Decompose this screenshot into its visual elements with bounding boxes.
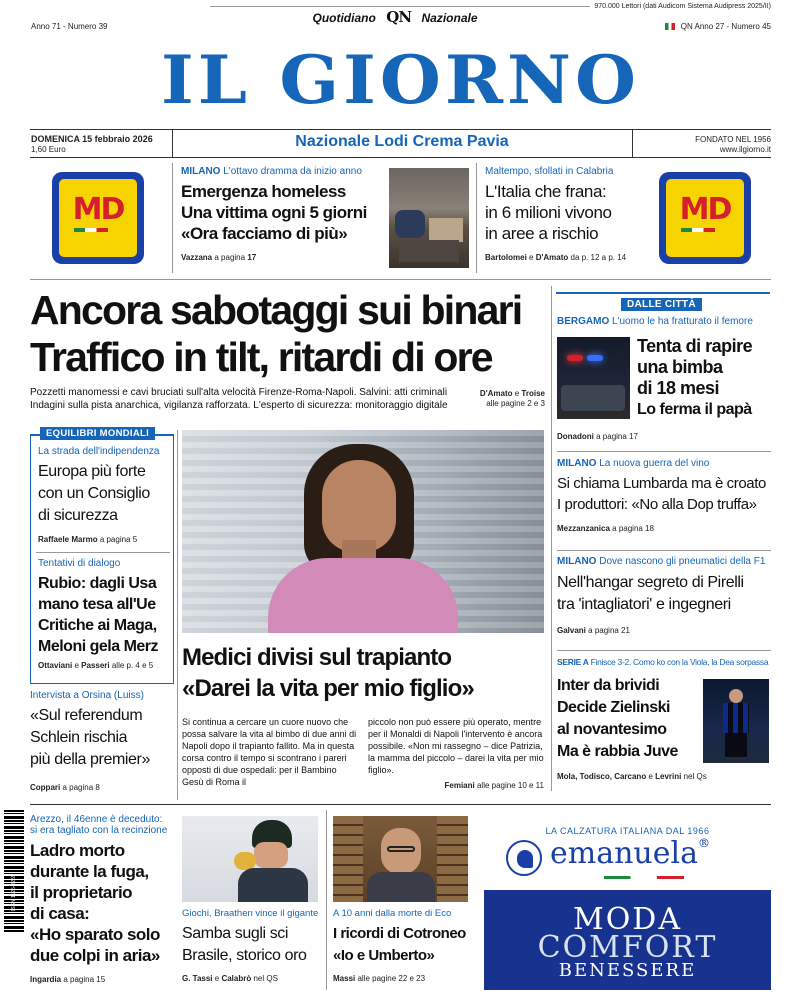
credit: Ingardia a pagina 15: [30, 975, 106, 984]
credit: Bartolomei e D'Amato da p. 12 a p. 14: [485, 253, 627, 262]
kicker: Giochi, Braathen vince il gigante: [182, 908, 319, 919]
headline-2: Brasile, storico oro: [182, 947, 307, 964]
ad-tagline: LA CALZATURA ITALIANA DAL 1966: [545, 826, 710, 836]
issue-price: 1,60 Euro: [31, 145, 66, 154]
europa-story[interactable]: [38, 446, 172, 544]
horse-logo-icon: [506, 840, 542, 876]
equilibri-label: EQUILIBRI MONDIALI: [40, 427, 155, 440]
mother-photo: [182, 430, 544, 633]
headline-3: al novantesimo: [557, 721, 667, 738]
pirelli-story[interactable]: [557, 556, 771, 635]
trapianto-headline-2: «Darei la vita per mio figlio»: [182, 675, 474, 702]
divider: [557, 451, 771, 452]
headline-2: con un Consiglio: [38, 485, 150, 502]
braathen-photo: [182, 816, 318, 902]
dalle-citta-label: DALLE CITTÀ: [621, 298, 702, 311]
sweater: [268, 558, 458, 633]
qn-logo: QN: [386, 8, 412, 26]
kicker: Tentativi di dialogo: [38, 558, 121, 569]
inter-headlines: [557, 675, 697, 763]
headline-1: Nell'hangar segreto di Pirelli: [557, 574, 744, 591]
divider: [557, 550, 771, 551]
trapianto-col-2: piccolo non può essere più operato, mentre per il Monaldi di Napoli l'intervento è ancora possibile. «Non mi rassegno – dice Patrizia, la mamma del piccolo – darei la vita per mio figlio».: [368, 717, 544, 775]
ad-flag-stripe: [604, 876, 684, 879]
headline-1: Samba sugli sci: [182, 925, 289, 942]
headline-5: «Ho sparato solo: [30, 925, 160, 944]
anno-left: Anno 71 - Numero 39: [31, 22, 108, 31]
headline-2: tra 'intagliatori' e ingegneri: [557, 596, 731, 613]
trapianto-credit: Femiani alle pagine 10 e 11: [444, 781, 544, 790]
kicker: La strada dell'indipendenza: [38, 446, 160, 457]
headline-2: una bimba: [637, 357, 723, 377]
headline-3: Critiche ai Maga,: [38, 617, 157, 634]
headline-3: il proprietario: [30, 883, 133, 902]
quotidiano-label: Quotidiano: [312, 11, 376, 25]
bergamo-story[interactable]: [557, 316, 771, 327]
headline-1: Emergenza homeless: [181, 182, 346, 201]
headline-3: di sicurezza: [38, 507, 118, 524]
headline-4: Lo ferma il papà: [637, 401, 752, 418]
kicker: Intervista a Orsina (Luiss): [30, 690, 144, 701]
right-col-rule: [551, 286, 552, 791]
divider: [36, 552, 170, 553]
lead-summary-1: Pozzetti manomessi e cavi bruciati sull'alta velocità Firenze-Roma-Napoli. Salvini: atti criminali: [30, 387, 448, 398]
barcode: [4, 810, 24, 932]
lead-headline-1: Ancora sabotaggi sui binari: [30, 287, 522, 333]
headline-1: Inter da brividi: [557, 677, 660, 694]
police-photo: [557, 337, 630, 419]
headline-2: Una vittima ogni 5 giorni: [181, 203, 367, 222]
credit: Vazzana a pagina 17: [181, 253, 257, 262]
headline-4: Meloni gela Merz: [38, 638, 159, 655]
homeless-story[interactable]: [181, 166, 386, 262]
edition-name: Nazionale Lodi Crema Pavia: [295, 133, 509, 150]
kicker: A 10 anni dalla morte di Eco: [333, 908, 452, 919]
barcode-number: ISSN 1125-0259: [11, 874, 17, 911]
headline-1: Rubio: dagli Usa: [38, 575, 157, 592]
italy-flag-icon: [665, 23, 675, 30]
kicker: BERGAMO L'uomo le ha fratturato il femore: [557, 316, 753, 327]
vino-story[interactable]: [557, 458, 771, 533]
divider: [172, 163, 173, 273]
headline-1: I ricordi di Cotroneo: [333, 925, 466, 942]
credit: Raffaele Marmo a pagina 5: [38, 535, 138, 544]
kicker: Maltempo, sfollati in Calabria: [485, 166, 614, 177]
kicker-2: si era tagliato con la recinzione: [30, 825, 168, 836]
md-logo-icon: MD: [72, 192, 124, 227]
ladro-story[interactable]: [30, 814, 176, 984]
qn-banner: [280, 8, 510, 28]
headline-2: Decide Zielinski: [557, 699, 670, 716]
kicker: MILANO L'ottavo dramma da inizio anno: [181, 166, 362, 177]
ad-benessere: BENESSERE: [558, 960, 697, 981]
masthead: [0, 0, 801, 158]
trapianto-story[interactable]: [182, 643, 546, 705]
bottom-band-rule: [30, 804, 771, 805]
inter-player-photo: [703, 679, 769, 763]
website: www.ilgiorno.it: [719, 145, 771, 154]
band-rule: [30, 279, 771, 280]
lead-summary-2: Indagini sulla pista anarchica, vigilanza rafforzata. L'esperto di sicurezza: monitoraggio digitale: [30, 400, 448, 411]
bergamo-credit: Donadoni a pagina 17: [557, 432, 638, 441]
divider: [326, 810, 327, 990]
divider: [557, 650, 771, 651]
headline-2: in 6 milioni vivono: [485, 203, 612, 222]
frana-story[interactable]: [485, 166, 635, 262]
face: [322, 460, 396, 552]
headline-2: «Io e Umberto»: [333, 947, 435, 964]
headline-1: Tenta di rapire: [637, 336, 753, 356]
issue-date: DOMENICA 15 febbraio 2026: [31, 134, 153, 144]
masthead-rule: [30, 129, 771, 130]
credit: Galvani a pagina 21: [557, 626, 630, 635]
trapianto-headline-1: Medici divisi sul trapianto: [182, 644, 452, 671]
credit: Mezzanzanica a pagina 18: [557, 524, 654, 533]
masthead-title: IL GIORNO: [161, 40, 640, 119]
headline-1: «Sul referendum: [30, 707, 143, 724]
eco-story[interactable]: [333, 908, 478, 983]
headline-1: Si chiama Lumbarda ma è croato: [557, 475, 766, 492]
bergamo-headlines: [637, 336, 771, 420]
qn-rule-left: [210, 6, 590, 7]
headline-2: mano tesa all'Ue: [38, 596, 156, 613]
credit: G. Tassi e Calabrò nel QS: [182, 974, 278, 983]
headline-1: L'Italia che frana:: [485, 182, 607, 201]
brand-name: emanuela®: [550, 836, 710, 871]
rubio-story[interactable]: [38, 558, 172, 670]
trapianto-col-1: Si continua a cercare un cuore nuovo che possa salvare la vita al bimbo di due anni di Napoli dopo il trapianto fallito. Ma in questa corsa contro il tempo si scontrano i pareri opposti di due ospedali: per il Bambino Gesù di Roma il: [182, 717, 357, 787]
headline-4: di casa:: [30, 904, 90, 923]
founded-note: FONDATO NEL 1956: [695, 135, 771, 144]
headline-1: Europa più forte: [38, 463, 146, 480]
anno-right: QN Anno 27 - Numero 45: [665, 22, 771, 31]
credit: Coppari a pagina 8: [30, 783, 100, 792]
headline-1: Ladro morto: [30, 841, 125, 860]
kicker: SERIE A Finisce 3-2. Como ko con la Viola, la Dea sorpassa: [557, 657, 769, 667]
kicker: MILANO Dove nascono gli pneumatici della F1: [557, 556, 766, 567]
inter-story[interactable]: [557, 657, 771, 667]
homeless-photo: [389, 168, 469, 268]
credit: Massi alle pagine 22 e 23: [333, 974, 426, 983]
kicker-1: Arezzo, il 46enne è deceduto:: [30, 814, 163, 825]
divider: [476, 163, 477, 273]
headline-2: Schlein rischia: [30, 729, 128, 746]
giochi-story[interactable]: [182, 908, 322, 983]
ad-moda: MODA: [572, 902, 683, 937]
md-logo-icon: MD: [679, 192, 731, 227]
kicker: MILANO La nuova guerra del vino: [557, 458, 710, 469]
left-col-rule: [177, 430, 178, 800]
edition-bottom-rule: [30, 157, 771, 158]
ad-comfort: COMFORT: [537, 930, 718, 965]
md-ad-right[interactable]: [659, 172, 751, 264]
credit: Ottaviani e Passeri alle p. 4 e 5: [38, 661, 154, 670]
headline-3: di 18 mesi: [637, 378, 720, 398]
md-ad-left[interactable]: [52, 172, 144, 264]
headline-6: due colpi in aria»: [30, 946, 160, 965]
headline-3: in aree a rischio: [485, 224, 599, 243]
headline-2: durante la fuga,: [30, 862, 149, 881]
dalle-citta-box: [556, 292, 770, 294]
headline-2: I produttori: «No alla Dop truffa»: [557, 496, 757, 513]
eco-photo: [333, 816, 468, 902]
emanuela-ad[interactable]: [484, 816, 771, 990]
lead-headline-2: Traffico in tilt, ritardi di ore: [30, 334, 492, 380]
headline-3: «Ora facciamo di più»: [181, 224, 348, 243]
headline-4: Ma è rabbia Juve: [557, 743, 678, 760]
edition-right-rule: [632, 129, 633, 157]
lead-credit: D'Amato e Troise alle pagine 2 e 3: [479, 389, 545, 408]
readers-note: 970.000 Lettori (dati Audicom Sistema Audipress 2025/II): [594, 3, 771, 10]
headline-3: più della premier»: [30, 751, 150, 768]
orsina-story[interactable]: [30, 690, 172, 792]
nazionale-label: Nazionale: [421, 11, 478, 25]
inter-credit: Mola, Todisco, Carcano e Levrini nel Qs: [557, 772, 707, 781]
